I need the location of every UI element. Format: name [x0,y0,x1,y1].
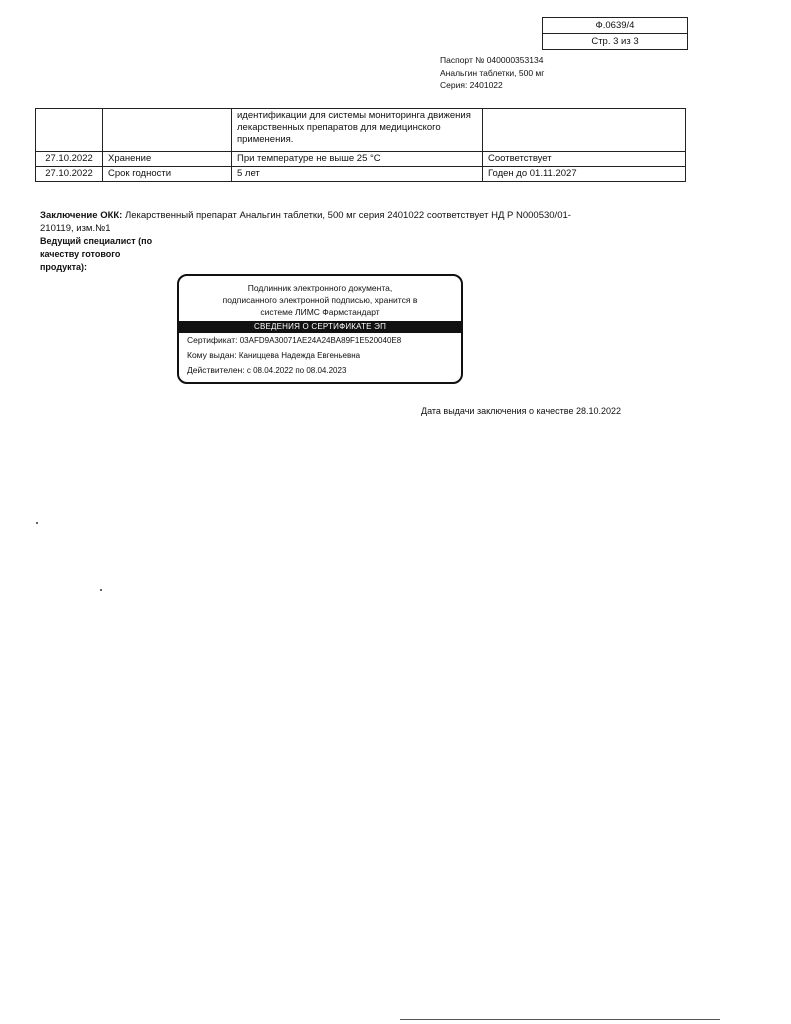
form-code-box [542,17,688,50]
cell-date: 27.10.2022 [36,152,103,167]
conclusion-label: Заключение ОКК: [40,210,123,221]
cell-norm: идентификации для системы мониторинга движения лекарственных препаратов для медицинского применения. [232,109,483,152]
scan-speck [100,589,102,591]
stamp-header [179,276,461,318]
cell-result: Соответствует [483,152,686,167]
qc-conclusion [40,209,580,235]
form-code: Ф.0639/4 [543,18,687,34]
table-row [36,167,686,182]
passport-series: Серия: 2401022 [440,80,503,90]
scan-speck [36,522,38,524]
scan-edge-line [400,1019,720,1020]
cell-norm: При температуре не выше 25 °С [232,152,483,167]
results-table [35,108,686,182]
specialist-label: Ведущий специалист (по качеству готового продукта): [40,236,153,272]
e-signature-stamp [177,274,463,384]
cert-value: 03AFD9A30071AE24A24BA89F1E520040E8 [239,336,402,345]
stamp-certificate-row [179,333,461,348]
stamp-line: Подлинник электронного документа, [247,283,393,293]
cell-test [103,109,232,152]
stamp-certificate-bar: СВЕДЕНИЯ О СЕРТИФИКАТЕ ЭП [179,321,461,333]
page-number: Стр. 3 из 3 [591,36,639,47]
passport-header [440,54,544,92]
valid-value: с 08.04.2022 по 08.04.2023 [246,366,347,375]
issued-label: Кому выдан: [187,350,237,360]
cell-result: Годен до 01.11.2027 [483,167,686,182]
cell-norm: 5 лет [232,167,483,182]
stamp-issued-row [179,348,461,363]
cell-result [483,109,686,152]
cell-date [36,109,103,152]
table-row [36,109,686,152]
issue-date: Дата выдачи заключения о качестве 28.10.2022 [421,406,621,416]
cell-test: Срок годности [103,167,232,182]
passport-number: Паспорт № 040000353134 [440,55,544,65]
table-row [36,152,686,167]
cert-label: Сертификат: [187,335,238,345]
cell-test: Хранение [103,152,232,167]
valid-label: Действителен: [187,365,245,375]
issued-value: Каниццева Надежда Евгеньевна [238,351,361,360]
conclusion-text: Лекарственный препарат Анальгин таблетки, 500 мг серия 2401022 соответствует НД Р N000530/01-210119, изм.№1 [40,210,571,234]
stamp-line: системе ЛИМС Фармстандарт [260,307,380,317]
stamp-valid-row [179,363,461,378]
stamp-line: подписанного электронной подписью, хранится в [222,295,418,305]
cell-date: 27.10.2022 [36,167,103,182]
passport-product: Анальгин таблетки, 500 мг [440,67,545,78]
